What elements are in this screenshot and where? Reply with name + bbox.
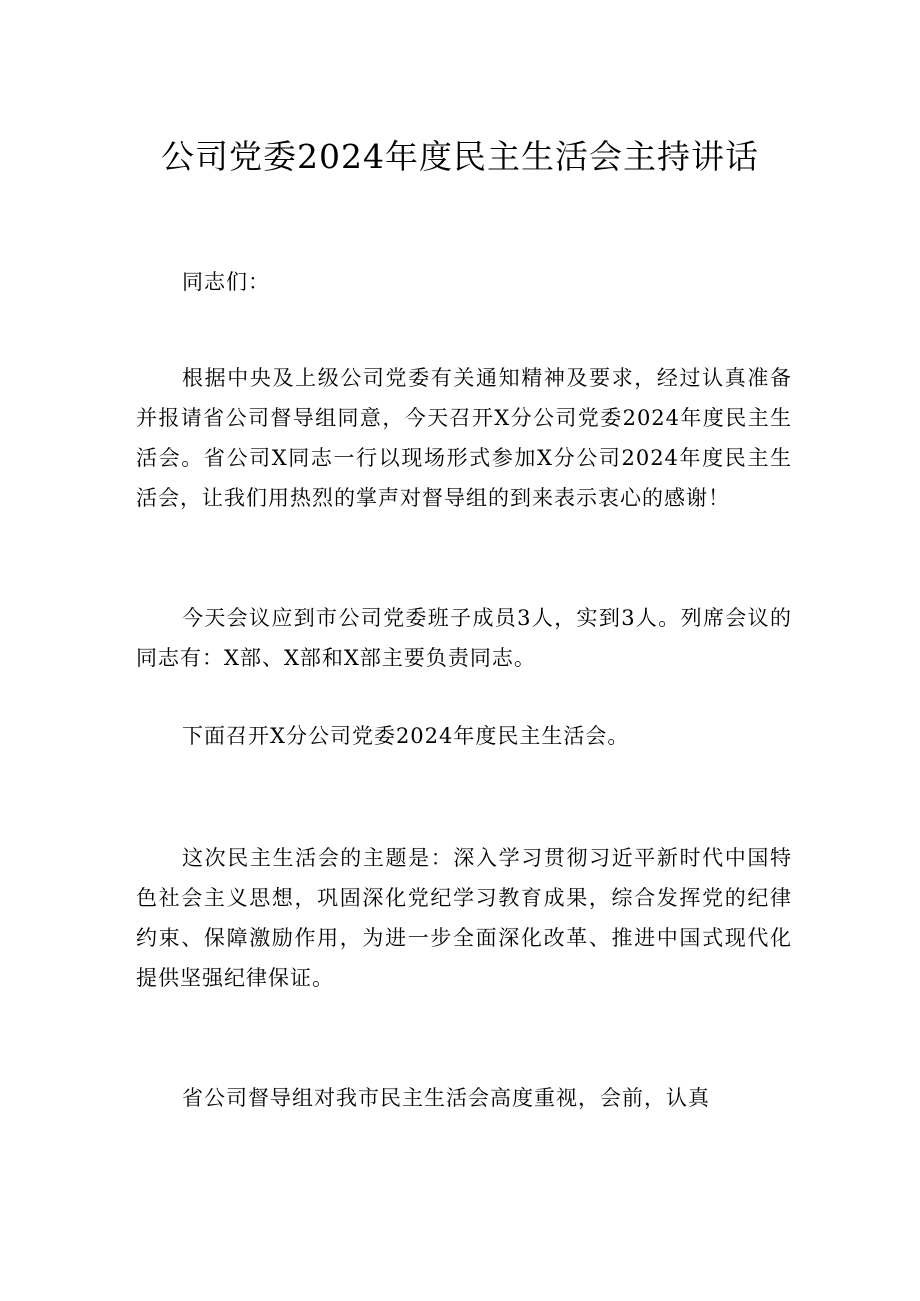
paragraph-5: 省公司督导组对我市民主生活会高度重视，会前，认真 (182, 1086, 710, 1110)
paragraph-3: 下面召开X分公司党委2024年度民主生活会。 (182, 724, 630, 748)
document-title: 公司党委2024年度民主生活会主持讲话 (161, 137, 759, 176)
greeting: 同志们： (182, 270, 270, 294)
paragraph-4: 这次民主生活会的主题是：深入学习贯彻习近平新时代中国特色社会主义思想，巩固深化党纪学习教育成果，综合发挥党的纪律约束、保障激励作用，为进一步全面深化改革、推进中国式现代化提供坚强纪律保证。 (136, 846, 792, 990)
paragraph-1: 根据中央及上级公司党委有关通知精神及要求，经过认真准备并报请省公司督导组同意，今天召开X分公司党委2024年度民主生活会。省公司X同志一行以现场形式参加X分公司2024年度民主生活会，让我们用热烈的掌声对督导组的到来表示衷心的感谢！ (136, 366, 792, 510)
paragraph-2: 今天会议应到市公司党委班子成员3人，实到3人。列席会议的同志有：X部、X部和X部主要负责同志。 (136, 606, 792, 670)
